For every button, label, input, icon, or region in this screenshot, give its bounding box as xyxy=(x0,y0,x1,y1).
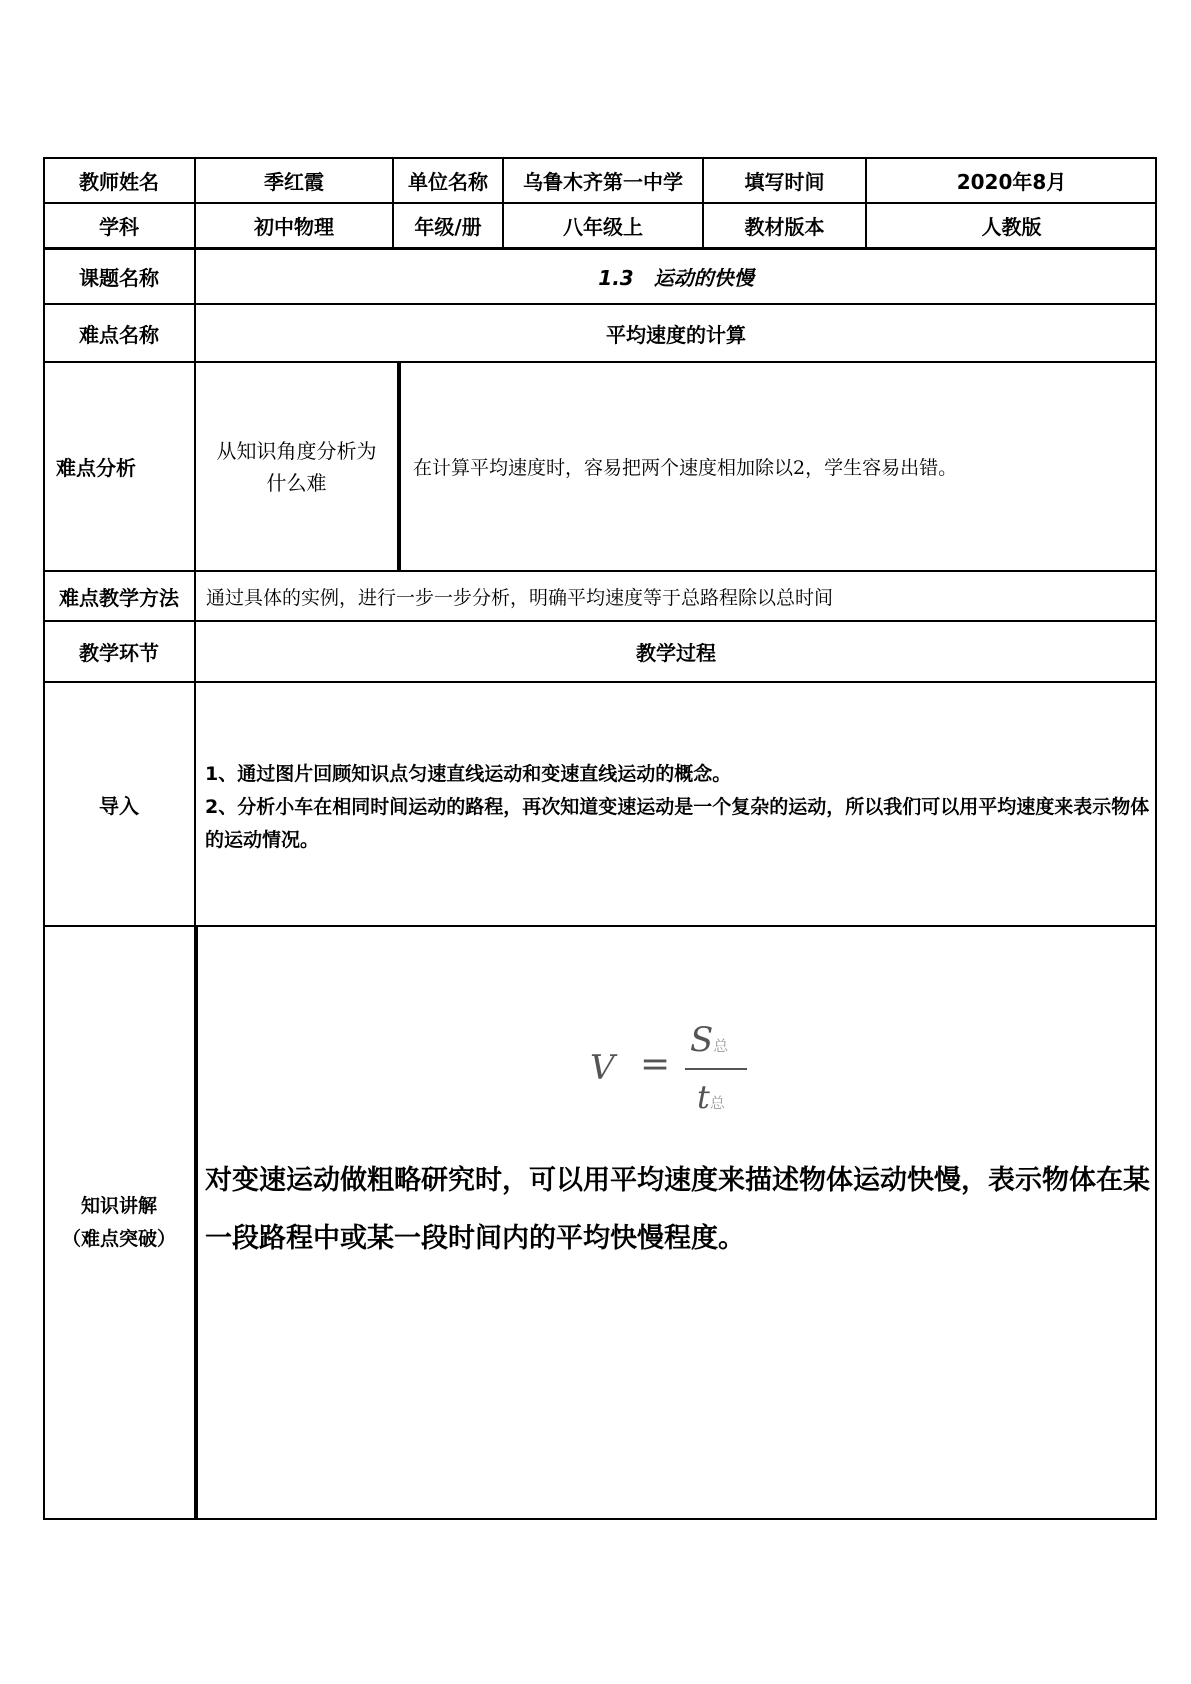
topic-label: 课题名称 xyxy=(43,248,195,304)
formula-sub-2: 总 xyxy=(709,1094,725,1112)
grade-label: 年级/册 xyxy=(393,203,503,248)
knowledge-label xyxy=(43,926,195,1520)
formula-v: V xyxy=(590,1048,615,1088)
intro-label: 导入 xyxy=(43,682,195,926)
analysis-sub-label: 从知识角度分析为什么难 xyxy=(195,362,398,571)
unit-label: 单位名称 xyxy=(393,157,503,203)
formula-numerator: S总 xyxy=(690,1020,729,1060)
formula-fraction-bar xyxy=(685,1068,747,1070)
process-header-value: 教学过程 xyxy=(195,621,1157,682)
edition-label: 教材版本 xyxy=(703,203,866,248)
knowledge-label-line-1: 知识讲解 xyxy=(80,1195,157,1217)
analysis-label: 难点分析 xyxy=(43,362,195,571)
intro-line-2: 2、分析小车在相同时间运动的路程，再次知道变速运动是一个复杂的运动，所以我们可以用平均速度来表示物体的运动情况。 xyxy=(205,796,1150,851)
difficulty-label: 难点名称 xyxy=(43,304,195,362)
subject-value: 初中物理 xyxy=(195,203,393,248)
date-label: 填写时间 xyxy=(703,157,866,203)
teacher-name: 季红霞 xyxy=(195,157,393,203)
average-speed-formula xyxy=(585,1020,785,1130)
teacher-label: 教师姓名 xyxy=(43,157,195,203)
method-label: 难点教学方法 xyxy=(43,571,195,621)
difficulty-value: 平均速度的计算 xyxy=(195,304,1157,362)
intro-line-1: 1、通过图片回顾知识点匀速直线运动和变速直线运动的概念。 xyxy=(205,763,732,785)
edition-value: 人教版 xyxy=(866,203,1157,248)
knowledge-label-line-2: （难点突破） xyxy=(61,1228,176,1250)
method-text: 通过具体的实例，进行一步一步分析，明确平均速度等于总路程除以总时间 xyxy=(195,571,1157,621)
formula-equals: = xyxy=(640,1044,671,1085)
formula-denominator: t总 xyxy=(697,1078,725,1116)
intro-content xyxy=(205,758,1150,857)
analysis-text: 在计算平均速度时，容易把两个速度相加除以2，学生容易出错。 xyxy=(398,362,1157,571)
subject-label: 学科 xyxy=(43,203,195,248)
unit-name: 乌鲁木齐第一中学 xyxy=(503,157,703,203)
fill-date: 2020年8月 xyxy=(866,157,1157,203)
formula-sub: 总 xyxy=(713,1037,729,1055)
process-header-label: 教学环节 xyxy=(43,621,195,682)
knowledge-text: 对变速运动做粗略研究时，可以用平均速度来描述物体运动快慢，表示物体在某一段路程中或某一段时间内的平均快慢程度。 xyxy=(205,1165,1150,1254)
grade-value: 八年级上 xyxy=(503,203,703,248)
topic-value: 1.3 运动的快慢 xyxy=(195,248,1157,304)
